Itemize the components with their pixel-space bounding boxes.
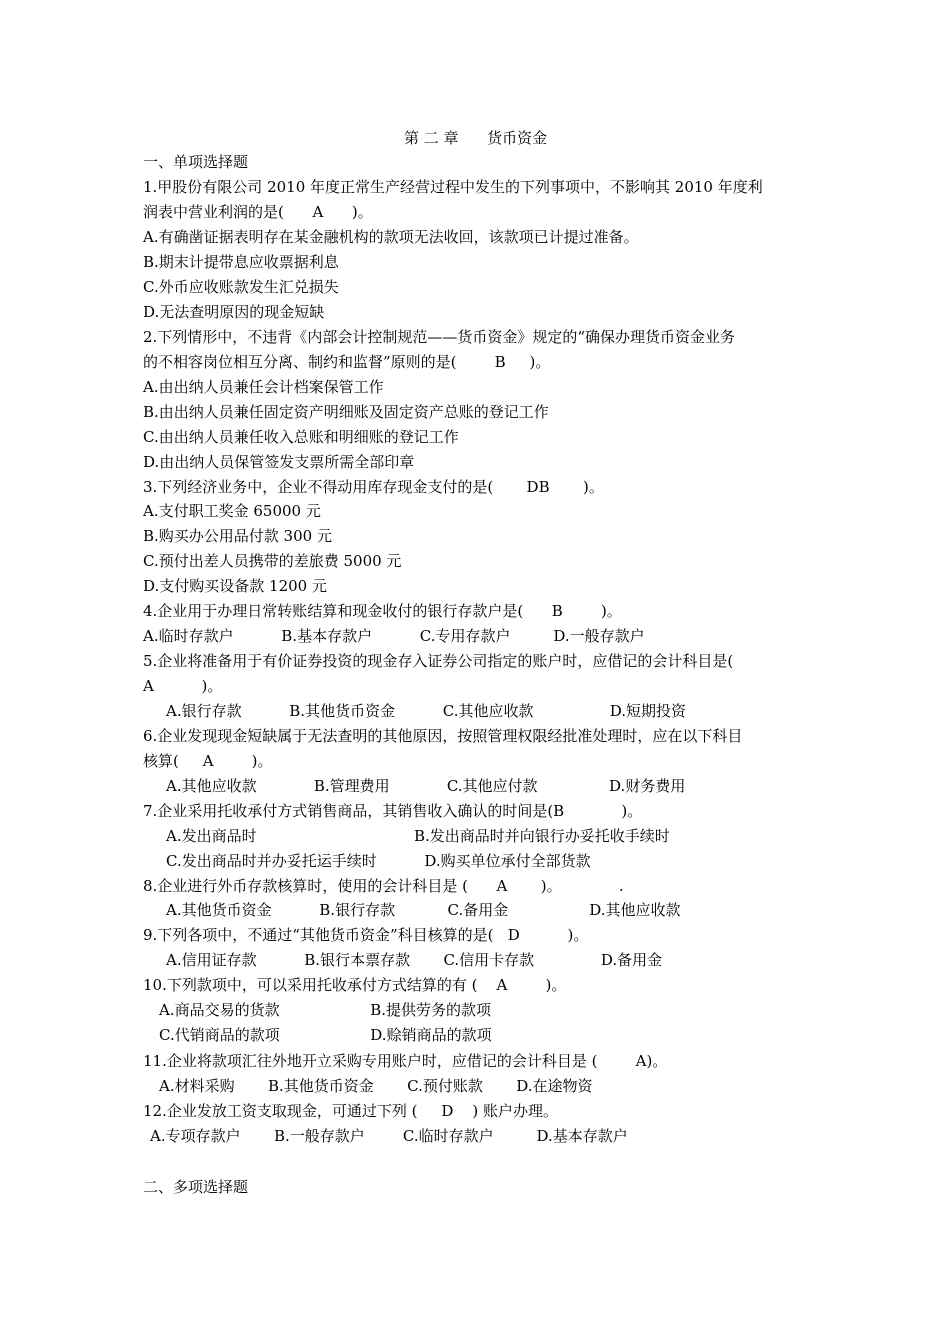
question-text: 5.企业将准备用于有价证券投资的现金存入证券公司指定的账户时，应借记的会计科目是( (143, 652, 734, 670)
question-text: 1.甲股份有限公司 2010 年度正常生产经营过程中发生的下列事项中，不影响其 2010 年度利 (143, 178, 763, 196)
option-text: C.外币应收账款发生汇兑损失 (143, 278, 339, 296)
option-text: B.期末计提带息应收票据利息 (143, 253, 339, 271)
option-row: A.专项存款户 B.一般存款户 C.临时存款户 D.基本存款户 (150, 1127, 628, 1145)
section-heading-multiple-choice: 二、多项选择题 (143, 1178, 249, 1196)
question-text: 核算( A )。 (143, 752, 273, 770)
option-text: C.由出纳人员兼任收入总账和明细账的登记工作 (143, 428, 459, 446)
question-text: 10.下列款项中，可以采用托收承付方式结算的有 ( A )。 (143, 976, 567, 994)
option-row: A.银行存款 B.其他货币资金 C.其他应收款 D.短期投资 (166, 702, 687, 720)
question-text: 8.企业进行外币存款核算时，使用的会计科目是 ( A )。 . (143, 877, 624, 895)
page-title: 第 二 章 货币资金 (404, 129, 548, 147)
option-row: C.发出商品时并办妥托运手续时 D.购买单位承付全部货款 (166, 852, 591, 870)
question-text: 12.企业发放工资支取现金，可通过下列 ( D ) 账户办理。 (143, 1102, 559, 1120)
option-text: A.有确凿证据表明存在某金融机构的款项无法收回，该款项已计提过准备。 (143, 228, 639, 246)
question-text: 4.企业用于办理日常转账结算和现金收付的银行存款户是( B )。 (143, 602, 622, 620)
option-row: A.临时存款户 B.基本存款户 C.专用存款户 D.一般存款户 (143, 627, 645, 645)
question-text: 11.企业将款项汇往外地开立采购专用账户时，应借记的会计科目是 ( A)。 (143, 1052, 668, 1070)
option-row: A.发出商品时 B.发出商品时并向银行办妥托收手续时 (166, 827, 670, 845)
option-text: D.由出纳人员保管签发支票所需全部印章 (143, 453, 415, 471)
question-text: A )。 (143, 677, 223, 695)
question-text: 7.企业采用托收承付方式销售商品，其销售收入确认的时间是(B )。 (143, 802, 643, 820)
option-text: B.购买办公用品付款 300 元 (143, 527, 332, 545)
question-text: 润表中营业利润的是( A )。 (143, 203, 373, 221)
section-heading-single-choice: 一、单项选择题 (143, 153, 249, 171)
question-text: 的不相容岗位相互分离、制约和监督”原则的是( B )。 (143, 353, 551, 371)
option-row: A.信用证存款 B.银行本票存款 C.信用卡存款 D.备用金 (166, 951, 663, 969)
option-text: D.支付购买设备款 1200 元 (143, 577, 327, 595)
option-text: A.支付职工奖金 65000 元 (143, 502, 321, 520)
option-row: A.商品交易的货款 B.提供劳务的款项 (159, 1001, 491, 1019)
question-text: 6.企业发现现金短缺属于无法查明的其他原因，按照管理权限经批准处理时，应在以下科目 (143, 727, 743, 745)
option-text: B.由出纳人员兼任固定资产明细账及固定资产总账的登记工作 (143, 403, 549, 421)
option-row: A.材料采购 B.其他货币资金 C.预付账款 D.在途物资 (159, 1077, 593, 1095)
option-text: D.无法查明原因的现金短缺 (143, 303, 325, 321)
option-row: A.其他应收款 B.管理费用 C.其他应付款 D.财务费用 (166, 777, 686, 795)
question-text: 9.下列各项中，不通过“其他货币资金”科目核算的是( D )。 (143, 926, 589, 944)
question-text: 3.下列经济业务中，企业不得动用库存现金支付的是( DB )。 (143, 478, 604, 496)
option-text: C.预付出差人员携带的差旅费 5000 元 (143, 552, 402, 570)
option-row: C.代销商品的款项 D.赊销商品的款项 (159, 1026, 492, 1044)
option-row: A.其他货币资金 B.银行存款 C.备用金 D.其他应收款 (166, 901, 681, 919)
question-text: 2.下列情形中，不违背《内部会计控制规范——货币资金》规定的“确保办理货币资金业务 (143, 328, 735, 346)
option-text: A.由出纳人员兼任会计档案保管工作 (143, 378, 384, 396)
